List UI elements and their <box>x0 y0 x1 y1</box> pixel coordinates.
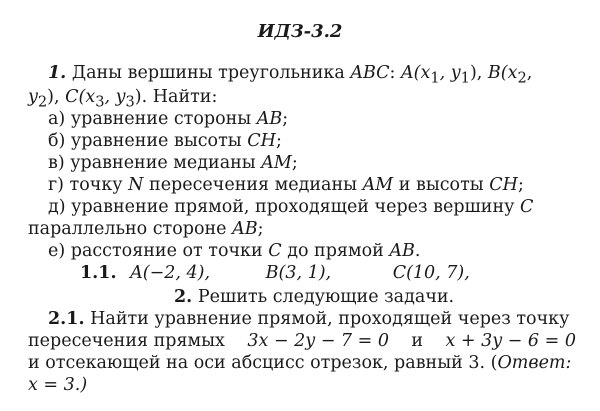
problem-line3: и отсекающей на оси абсцисс отрезок, равный 3. (Ответ: <box>28 353 572 373</box>
task2-number: 2. <box>174 287 193 307</box>
variant-point-c: C(10, 7), <box>392 263 470 283</box>
task1-number: 1. <box>48 63 67 83</box>
equation-2: x + 3y − 6 = 0 <box>445 331 576 351</box>
equation-1: 3x − 2y − 7 = 0 <box>247 331 389 351</box>
vertex-c: C(x <box>65 87 96 107</box>
document-title: ИДЗ-3.2 <box>257 21 343 42</box>
triangle-name: ABC <box>350 63 390 83</box>
problem-line1: 2.1. Найти уравнение прямой, проходящей через точку <box>48 309 570 329</box>
task1-intro-line1: 1. Даны вершины треугольника ABC: $A(x_1$, $y_1$), $B(x_2$, <box>48 63 533 87</box>
problem-line2: пересечения прямых 3x − 2y − 7 = 0 и x + 3y − 6 = 0 <box>28 331 576 351</box>
problem-line4 <box>28 374 87 396</box>
task1-item-e: е) расстояние от точки C до прямой AB. <box>48 241 421 261</box>
problem-number: 2.1. <box>48 309 85 329</box>
task1-item-g: г) точку N пересечения медианы AM и высоты CH; <box>48 175 524 195</box>
vertex-a: A(x <box>401 63 431 83</box>
variant-point-a: A(−2, 4), <box>130 263 211 283</box>
variant-line <box>80 262 470 284</box>
variant-point-b: B(3, 1), <box>265 263 332 283</box>
task2-heading <box>174 286 454 308</box>
task1-item-b: б) уравнение высоты CH; <box>48 131 282 151</box>
variant-number: 1.1. <box>80 263 117 283</box>
task1-item-a: а) уравнение стороны AB; <box>48 109 289 129</box>
task1-intro-text: Даны вершины треугольника <box>71 63 351 83</box>
task2-heading-text: Решить следующие задачи. <box>197 287 455 307</box>
task1-item-v: в) уравнение медианы AM; <box>48 153 298 173</box>
task1-item-d-cont: параллельно стороне AB; <box>28 219 264 239</box>
vertex-b: B(x <box>487 63 518 83</box>
task1-intro-line2: $y_2$), $C(x_3$, $y_3$). Найти: <box>28 87 218 111</box>
answer-label: Ответ: <box>497 353 572 373</box>
task1-item-d: д) уравнение прямой, проходящей через вершину C <box>48 197 534 217</box>
answer-value: x = 3.) <box>28 375 88 395</box>
